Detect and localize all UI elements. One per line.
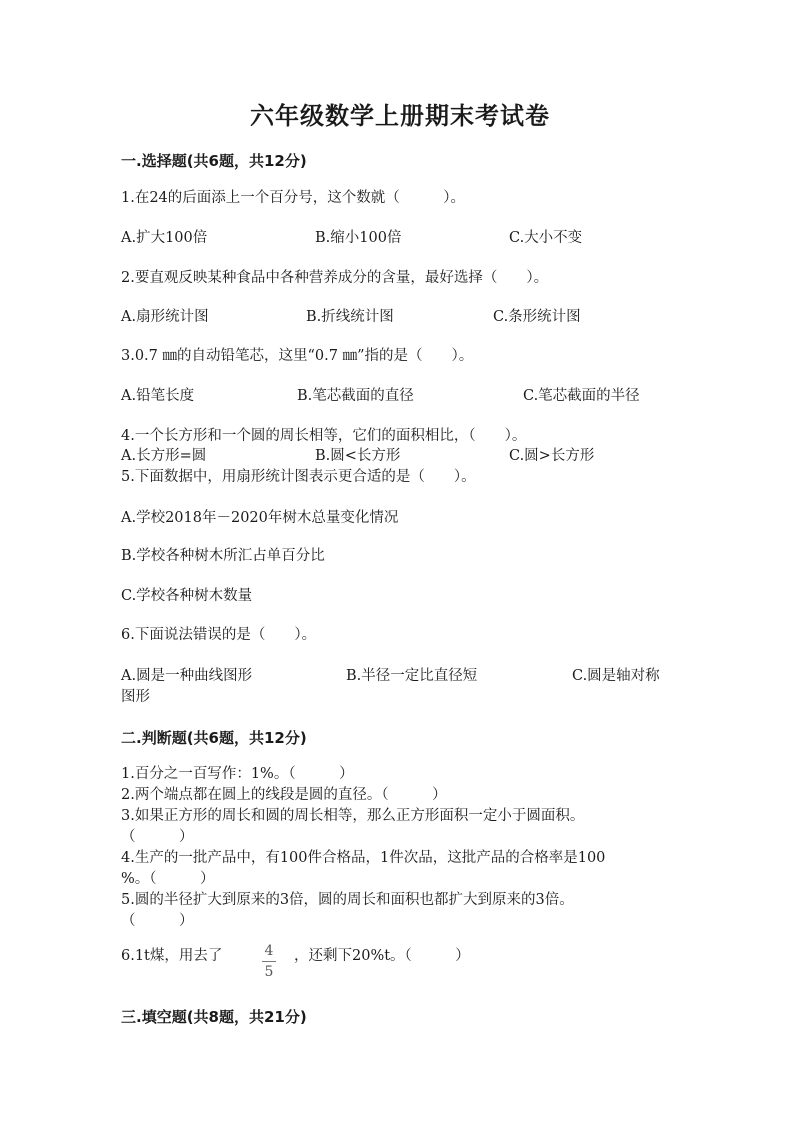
judge-2: 2.两个端点都在圆上的线段是圆的直径。（ ）	[121, 787, 447, 803]
question-2: 2.要直观反映某种食品中各种营养成分的含量，最好选择（ ）。	[121, 270, 549, 286]
section-heading-judge: 二.判断题(共6题，共12分)	[121, 729, 307, 747]
judge-4: 4.生产的一批产品中，有100件合格品，1件次品，这批产品的合格率是100	[121, 850, 606, 866]
question-5-option-c: C.学校各种树木数量	[121, 588, 253, 604]
judge-1: 1.百分之一百写作：1%。（ ）	[121, 766, 354, 782]
section-heading-fill: 三.填空题(共8题，共21分)	[121, 1008, 307, 1026]
page-title: 六年级数学上册期末考试卷	[250, 101, 550, 130]
question-1-option-b: B.缩小100倍	[315, 230, 402, 246]
question-5-option-b: B.学校各种树木所汇占单百分比	[121, 548, 325, 564]
question-5-option-a: A.学校2018年－2020年树木总量变化情况	[121, 510, 399, 526]
fraction-bar	[262, 961, 276, 962]
fraction-numerator: 4	[264, 943, 274, 959]
question-4-option-c: C.圆>长方形	[509, 448, 595, 464]
question-3-option-c: C.笔芯截面的半径	[523, 388, 640, 404]
question-6: 6.下面说法错误的是（ ）。	[121, 627, 317, 643]
question-2-option-a: A.扇形统计图	[121, 309, 209, 325]
question-6-option-c: C.圆是轴对称	[572, 668, 660, 684]
judge-5: 5.圆的半径扩大到原来的3倍，圆的周长和面积也都扩大到原来的3倍。	[121, 892, 574, 908]
question-6-option-b: B.半径一定比直径短	[346, 668, 478, 684]
question-6-option-a: A.圆是一种曲线图形	[121, 668, 253, 684]
question-3: 3.0.7 ㎜的自动铅笔芯，这里“0.7 ㎜”指的是（ ）。	[121, 348, 474, 364]
question-5: 5.下面数据中，用扇形统计图表示更合适的是（ ）。	[121, 469, 476, 485]
question-3-option-b: B.笔芯截面的直径	[297, 388, 414, 404]
judge-3: 3.如果正方形的周长和圆的周长相等，那么正方形面积一定小于圆面积。	[121, 808, 585, 824]
question-2-option-c: C.条形统计图	[493, 309, 581, 325]
question-6-option-c-continued: 图形	[121, 689, 150, 705]
question-4-option-b: B.圆<长方形	[315, 448, 401, 464]
judge-4-continued: %。（ ）	[121, 871, 215, 887]
question-1: 1.在24的后面添上一个百分号，这个数就（ ）。	[121, 190, 466, 206]
section-heading-choice: 一.选择题(共6题，共12分)	[121, 152, 307, 170]
judge-6-prefix: 6.1t煤，用去了	[121, 948, 223, 964]
judge-6-suffix: ，还剩下20%t。（ ）	[294, 948, 470, 964]
question-4: 4.一个长方形和一个圆的周长相等，它们的面积相比，（ ）。	[121, 428, 527, 444]
question-2-option-b: B.折线统计图	[306, 309, 394, 325]
question-4-option-a: A.长方形=圆	[121, 448, 207, 464]
judge-5-continued: （ ）	[121, 913, 194, 929]
question-1-option-c: C.大小不变	[509, 230, 583, 246]
question-1-option-a: A.扩大100倍	[121, 230, 208, 246]
fraction-four-fifths	[260, 942, 278, 981]
fraction-denominator: 5	[264, 964, 274, 980]
question-3-option-a: A.铅笔长度	[121, 388, 195, 404]
judge-3-continued: （ ）	[121, 829, 194, 845]
